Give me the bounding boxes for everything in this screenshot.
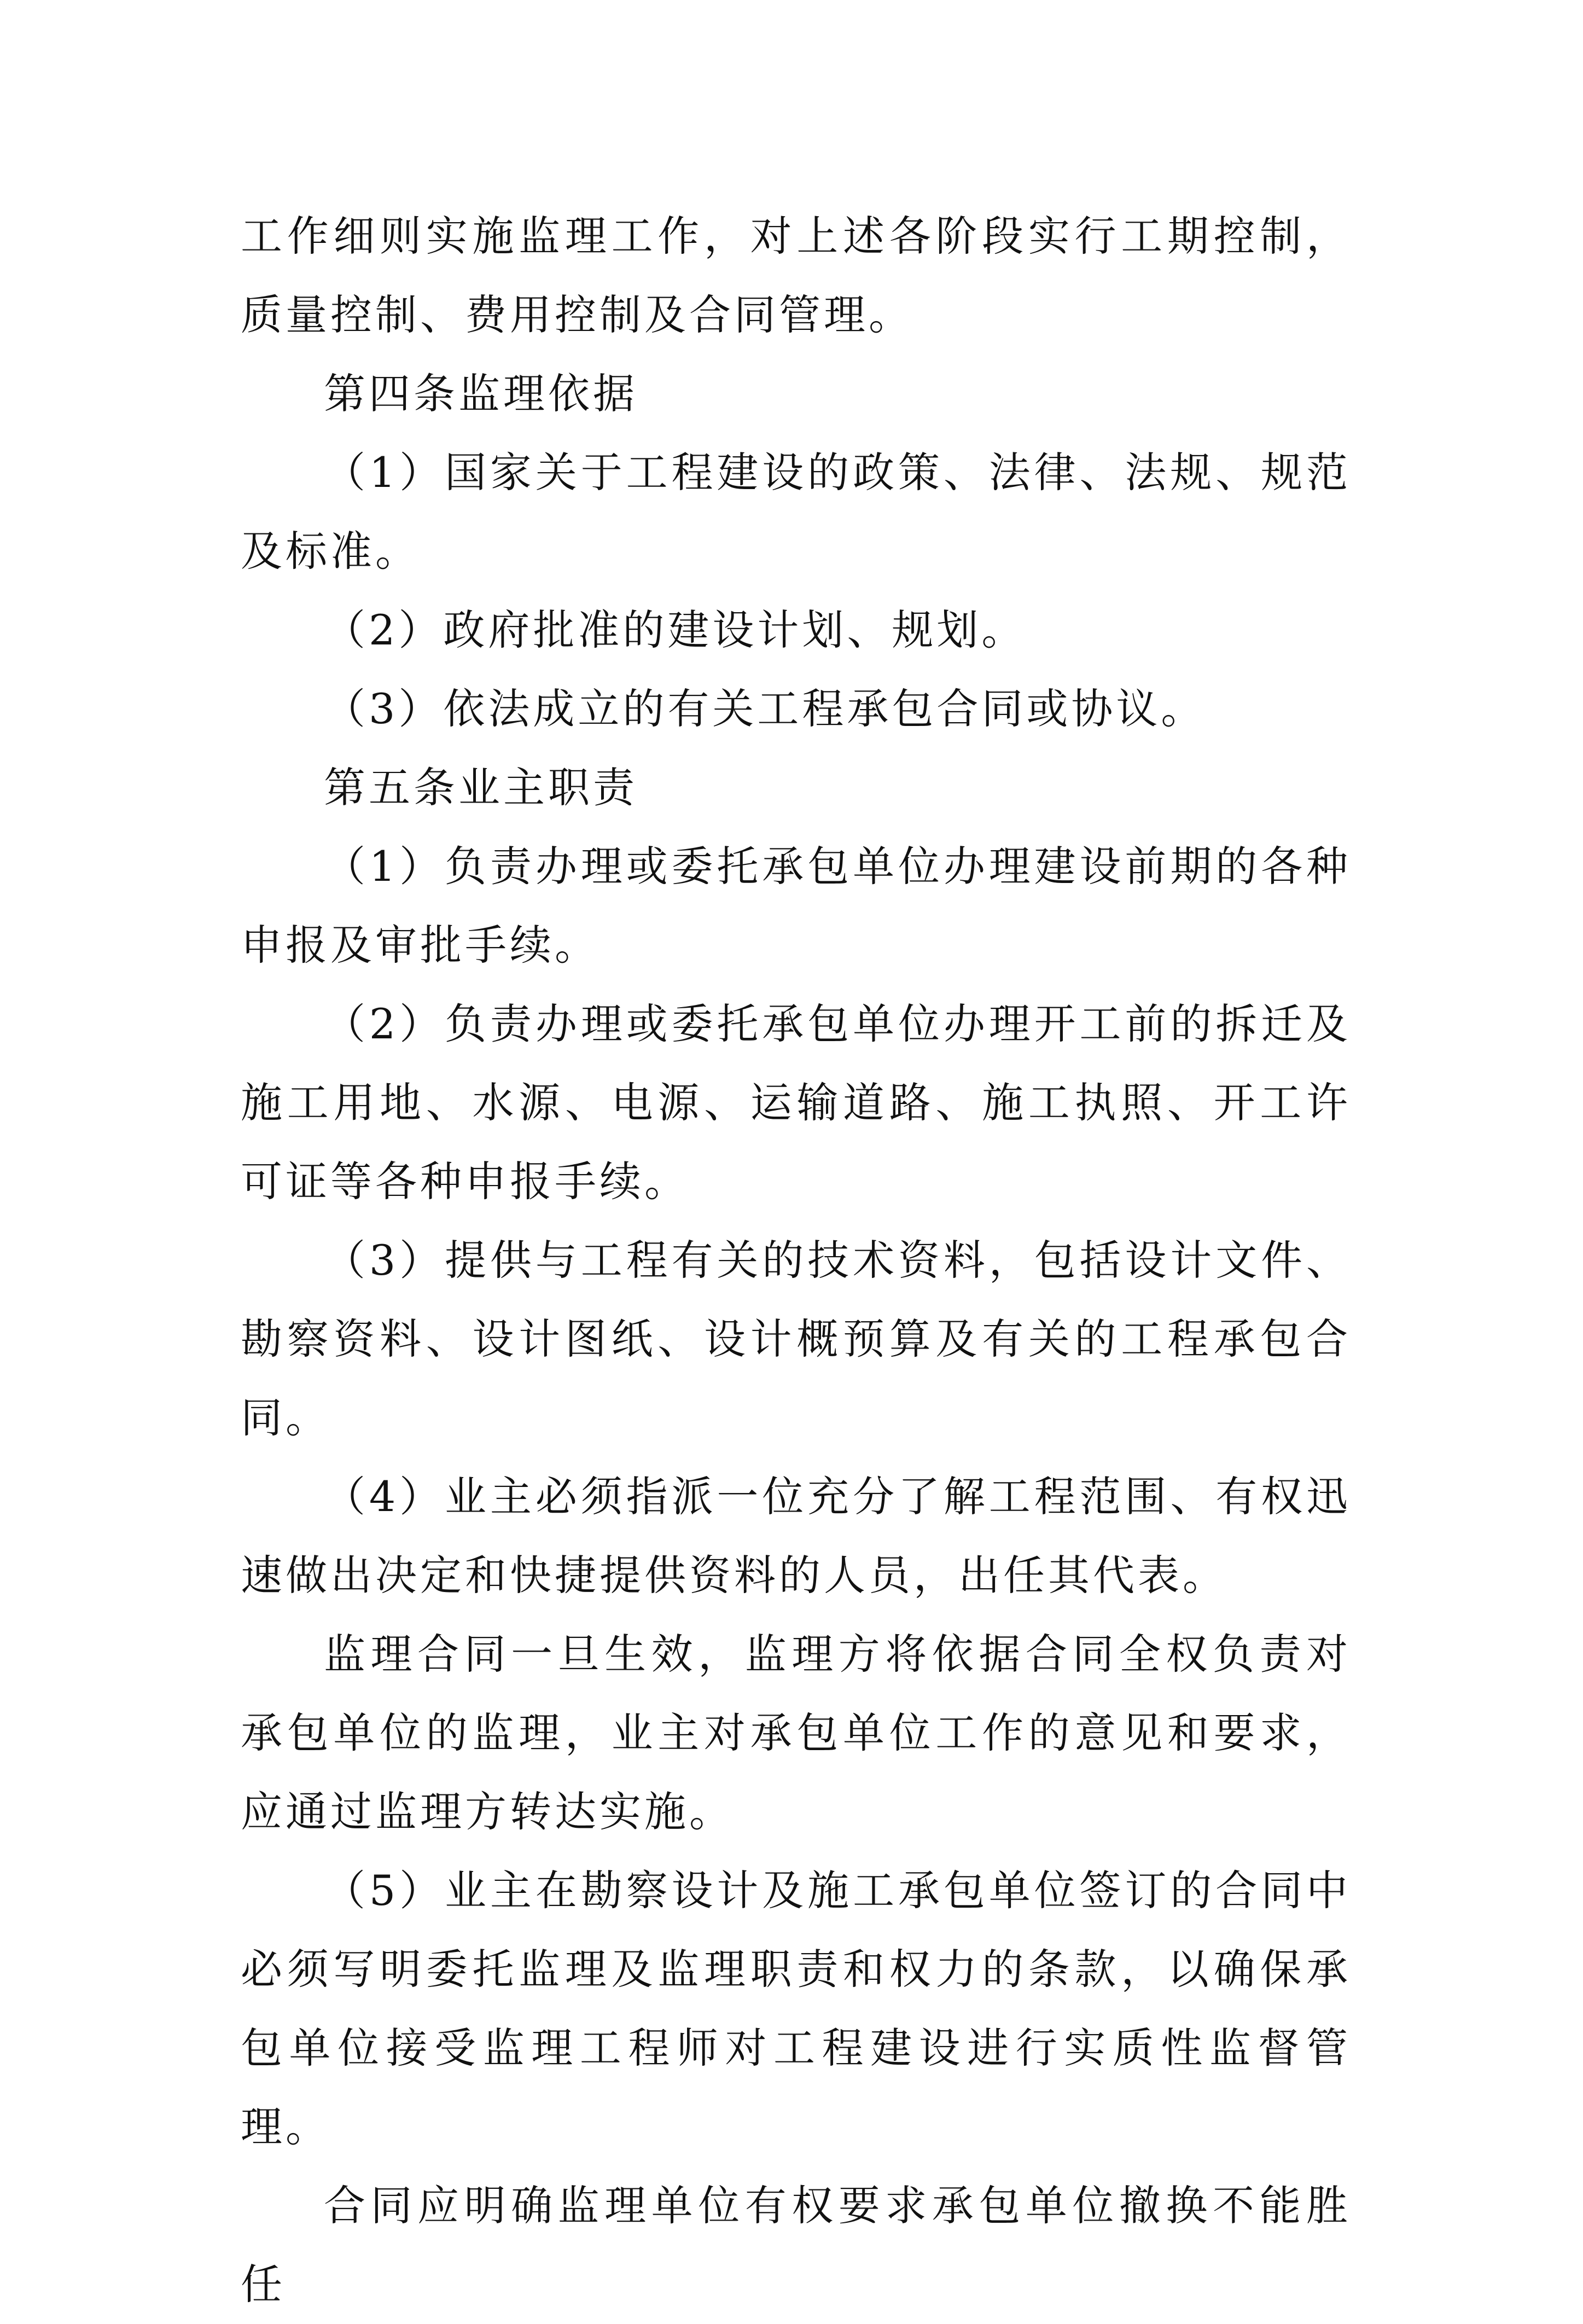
article-4-heading: 第四条监理依据 xyxy=(324,369,638,418)
paragraph-continuation: 工作细则实施监理工作，对上述各阶段实行工期控制，质量控制、费用控制及合同管理。 xyxy=(241,212,1351,339)
article-5-item-3: （3）提供与工程有关的技术资料，包括设计文件、勘察资料、设计图纸、设计概预算及有关的工程承包合同。 xyxy=(241,1236,1351,1442)
article-5-heading: 第五条业主职责 xyxy=(324,763,638,812)
article-5-item-2: （2）负责办理或委托承包单位办理开工前的拆迁及施工用地、水源、电源、运输道路、施工执照、开工许可证等各种申报手续。 xyxy=(241,1000,1351,1206)
article-4-item-1: （1）国家关于工程建设的政策、法律、法规、规范及标准。 xyxy=(241,448,1351,576)
paragraph-contract-right: 合同应明确监理单位有权要求承包单位撤换不能胜任 xyxy=(241,2181,1351,2309)
document-body xyxy=(241,197,1351,2324)
article-5-item-1: （1）负责办理或委托承包单位办理建设前期的各种申报及审批手续。 xyxy=(241,842,1351,969)
article-5-item-4: （4）业主必须指派一位充分了解工程范围、有权迅速做出决定和快捷提供资料的人员，出任其代表。 xyxy=(241,1472,1351,1600)
article-4-item-2: （2）政府批准的建设计划、规划。 xyxy=(324,606,1027,654)
article-4-item-3: （3）依法成立的有关工程承包合同或协议。 xyxy=(324,684,1206,733)
paragraph-contract-effect: 监理合同一旦生效，监理方将依据合同全权负责对承包单位的监理，业主对承包单位工作的意见和要求，应通过监理方转达实施。 xyxy=(241,1630,1351,1836)
article-5-item-5: （5）业主在勘察设计及施工承包单位签订的合同中必须写明委托监理及监理职责和权力的条款，以确保承包单位接受监理工程师对工程建设进行实质性监督管理。 xyxy=(241,1866,1351,2151)
